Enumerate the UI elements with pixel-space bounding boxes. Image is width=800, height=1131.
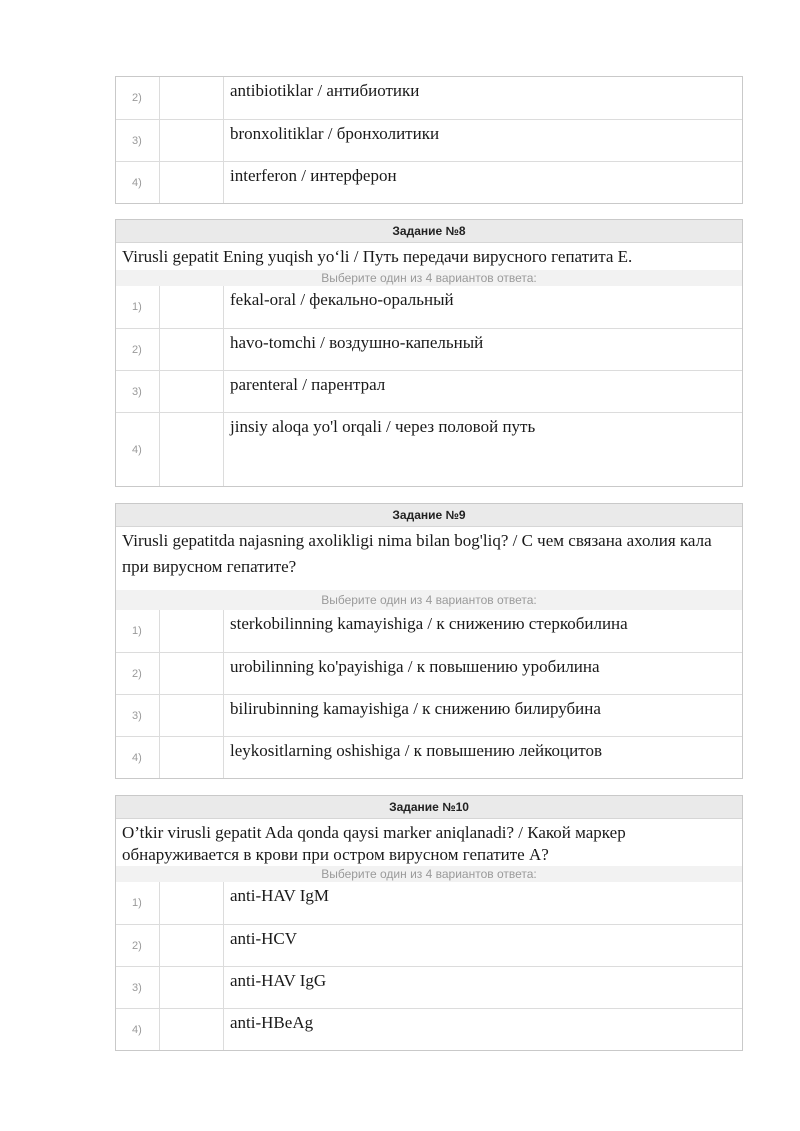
question-text: O’tkir virusli gepatit Ada qonda qaysi marker aniqlanadi? / Какой маркер обнаруживается в крови при остром вирусном гепатите А?: [122, 823, 626, 864]
task9-block: [115, 503, 743, 779]
answer-number: 1): [132, 897, 142, 909]
answer-marker-cell: [159, 371, 224, 412]
answer-text: anti-HAV IgM: [230, 886, 330, 905]
answer-row[interactable]: [116, 694, 742, 736]
answer-row[interactable]: [116, 882, 742, 924]
answer-row[interactable]: [116, 161, 742, 203]
answer-number: 2): [132, 343, 142, 356]
answer-number: 4): [132, 1023, 142, 1036]
answers-list: [116, 286, 742, 486]
answer-text: anti-HCV: [230, 929, 298, 948]
answer-text: jinsiy aloqa yo'l orqali / через половой путь: [230, 417, 536, 436]
answer-marker-cell: [159, 610, 224, 652]
answer-number: 1): [132, 625, 142, 637]
answer-marker-cell: [159, 967, 224, 1008]
answer-row[interactable]: [116, 610, 742, 652]
task-title: Задание №9: [116, 504, 742, 527]
answer-marker-cell: [159, 77, 224, 119]
answer-row[interactable]: [116, 652, 742, 694]
answer-row[interactable]: [116, 286, 742, 328]
question-text: Virusli gepatitda najasning axolikligi nima bilan bog'liq? / С чем связана ахолия кала при вирусном гепатите?: [122, 531, 712, 576]
answer-number: 4): [132, 176, 142, 189]
answer-number: 4): [132, 443, 142, 456]
answer-marker-cell: [159, 882, 224, 924]
answer-marker-cell: [159, 120, 224, 161]
answer-marker-cell: [159, 162, 224, 203]
answer-marker-cell: [159, 653, 224, 694]
answer-row[interactable]: [116, 966, 742, 1008]
task-title: Задание №8: [116, 220, 742, 243]
answer-number: 3): [132, 981, 142, 994]
answer-text: interferon / интерферон: [230, 166, 397, 185]
answers-list: [116, 610, 742, 778]
answer-marker-cell: [159, 925, 224, 966]
answer-text: urobilinning ko'payishiga / к повышению уробилина: [230, 657, 600, 676]
answer-text: fekal-oral / фекально-оральный: [230, 290, 454, 309]
answer-text: bilirubinning kamayishiga / к снижению билирубина: [230, 699, 601, 718]
instruction-text: Выберите один из 4 вариантов ответа:: [116, 590, 742, 610]
answer-row[interactable]: [116, 77, 742, 119]
answer-marker-cell: [159, 413, 224, 486]
task7-answers: [115, 76, 743, 204]
answer-marker-cell: [159, 695, 224, 736]
answers-list: [116, 882, 742, 1050]
answer-number: 3): [132, 134, 142, 147]
answer-number: 4): [132, 751, 142, 764]
answer-text: leykositlarning oshishiga / к повышению лейкоцитов: [230, 741, 602, 760]
answer-number: 3): [132, 709, 142, 722]
task10-block: [115, 795, 743, 1051]
instruction-text: Выберите один из 4 вариантов ответа:: [116, 866, 742, 882]
answer-row[interactable]: [116, 119, 742, 161]
question-text: Virusli gepatit Ening yuqish yo‘li / Путь передачи вирусного гепатита Е.: [122, 247, 633, 266]
answer-text: antibiotiklar / антибиотики: [230, 81, 420, 100]
answer-text: anti-HAV IgG: [230, 971, 327, 990]
answer-number: 2): [132, 667, 142, 680]
answer-row[interactable]: [116, 328, 742, 370]
answer-row[interactable]: [116, 1008, 742, 1050]
answer-marker-cell: [159, 286, 224, 328]
answer-row[interactable]: [116, 412, 742, 486]
instruction-text: Выберите один из 4 вариантов ответа:: [116, 270, 742, 286]
answer-marker-cell: [159, 1009, 224, 1050]
answer-number: 2): [132, 939, 142, 952]
answer-number: 3): [132, 385, 142, 398]
answer-number: 2): [132, 92, 142, 104]
answer-marker-cell: [159, 737, 224, 778]
answer-text: sterkobilinning kamayishiga / к снижению стеркобилина: [230, 614, 628, 633]
answer-text: parenteral / парентрал: [230, 375, 386, 394]
answer-text: anti-HBeAg: [230, 1013, 314, 1032]
answer-row[interactable]: [116, 736, 742, 778]
task8-block: [115, 219, 743, 487]
answer-row[interactable]: [116, 924, 742, 966]
task-title: Задание №10: [116, 796, 742, 819]
answer-number: 1): [132, 301, 142, 313]
answer-marker-cell: [159, 329, 224, 370]
answer-row[interactable]: [116, 370, 742, 412]
answer-text: havo-tomchi / воздушно-капельный: [230, 333, 484, 352]
answer-text: bronxolitiklar / бронхолитики: [230, 124, 440, 143]
